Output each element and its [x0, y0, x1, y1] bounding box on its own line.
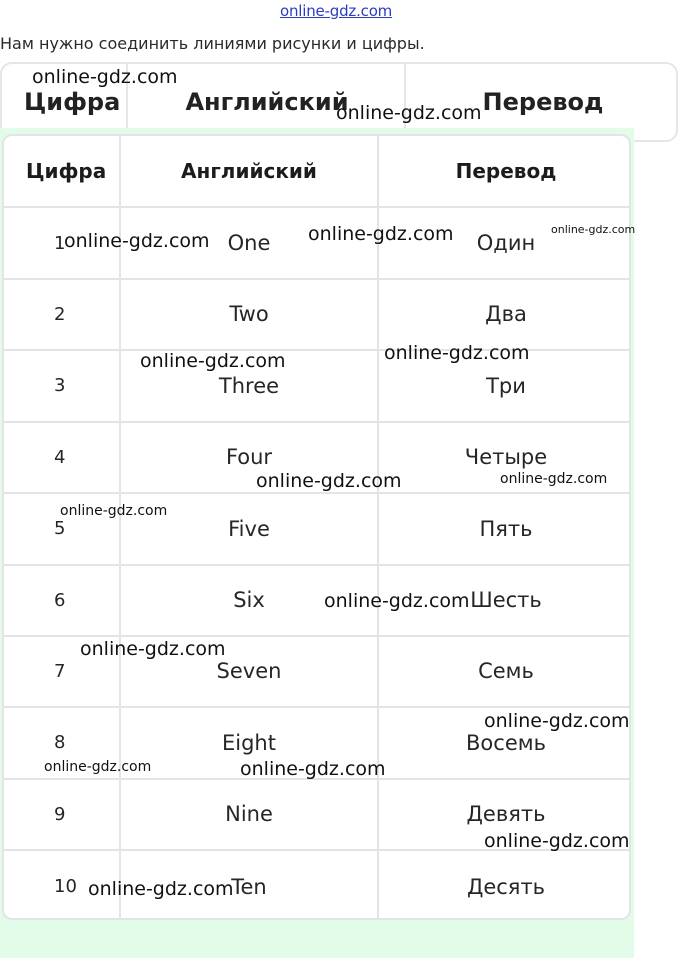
- row-translation: Десять: [466, 874, 546, 899]
- back-header-num: Цифра: [24, 88, 121, 116]
- row-english: Six: [233, 588, 265, 612]
- row-translation: Три: [486, 373, 526, 398]
- intro-text: Нам нужно соединить линиями рисунки и цифры.: [0, 34, 425, 53]
- row-english: Eight: [222, 730, 276, 755]
- row-english: Nine: [225, 802, 273, 827]
- row-number: 2: [54, 303, 66, 325]
- row-number: 6: [54, 589, 66, 611]
- row-number: 4: [54, 446, 66, 468]
- row-translation: Один: [476, 231, 536, 255]
- row-number: 3: [54, 375, 66, 397]
- row-number: 9: [54, 803, 66, 825]
- watermark: online-gdz.com: [60, 503, 168, 519]
- watermark: online-gdz.com: [384, 342, 530, 364]
- watermark: online-gdz.com: [500, 471, 608, 487]
- row-english: One: [227, 231, 271, 255]
- watermark: online-gdz.com: [484, 830, 630, 852]
- row-translation: Два: [485, 302, 527, 327]
- watermark: online-gdz.com: [308, 223, 454, 245]
- header-ru: Перевод: [455, 159, 557, 183]
- row-translation: Четыре: [464, 445, 548, 470]
- table-row: [4, 351, 629, 423]
- watermark: online-gdz.com: [32, 66, 178, 88]
- watermark: online-gdz.com: [44, 759, 152, 775]
- table-header-row: [4, 136, 629, 208]
- watermark: online-gdz.com: [240, 758, 386, 780]
- watermark: online-gdz.com: [336, 102, 482, 124]
- back-header-ru: Перевод: [482, 88, 604, 116]
- row-number: 8: [54, 732, 66, 754]
- row-english: Three: [218, 373, 280, 398]
- row-number: 1: [54, 232, 66, 254]
- row-translation: Девять: [466, 802, 546, 827]
- watermark: online-gdz.com: [324, 590, 470, 612]
- back-header-en: Английский: [185, 88, 349, 116]
- row-number: 7: [54, 660, 66, 682]
- site-link[interactable]: online-gdz.com: [280, 2, 393, 20]
- row-english: Five: [228, 516, 270, 541]
- watermark: online-gdz.com: [484, 710, 630, 732]
- row-translation: Восемь: [466, 730, 546, 755]
- watermark: online-gdz.com: [88, 878, 234, 900]
- watermark: online-gdz.com: [256, 470, 402, 492]
- watermark: online-gdz.com: [551, 223, 636, 236]
- watermark: online-gdz.com: [80, 638, 226, 660]
- row-translation: Семь: [478, 659, 534, 684]
- row-english: Ten: [231, 874, 267, 899]
- header-num: Цифра: [26, 159, 107, 183]
- header-en: Английский: [181, 159, 317, 183]
- row-english: Seven: [216, 659, 282, 684]
- row-translation: Пять: [479, 516, 533, 541]
- table-row: [4, 565, 629, 637]
- row-english: Two: [229, 302, 269, 327]
- row-number: 5: [54, 518, 66, 540]
- row-english: Four: [225, 445, 273, 470]
- table-row: [4, 279, 629, 351]
- row-translation: Шесть: [470, 588, 542, 612]
- watermark: online-gdz.com: [140, 350, 286, 372]
- row-number: 10: [54, 876, 77, 898]
- watermark: online-gdz.com: [64, 230, 210, 252]
